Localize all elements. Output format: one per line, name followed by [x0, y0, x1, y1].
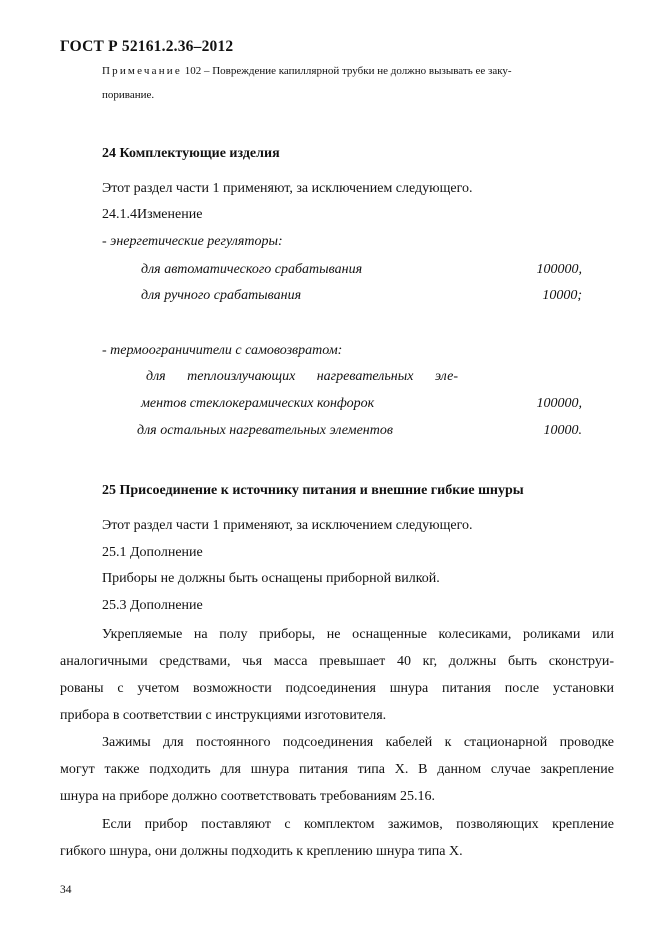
section-25-intro: Этот раздел части 1 применяют, за исключением следующего. — [102, 518, 473, 533]
section-25-heading: 25 Присоединение к источнику питания и внешние гибкие шнуры — [102, 483, 524, 498]
paragraph-1-line-2: аналогичными средствами, чья масса превышает 40 кг, должны быть сконструи- — [60, 654, 614, 669]
note-text: 102 – Повреждение капиллярной трубки не должно вызывать ее заку- — [181, 65, 512, 77]
page-number: 34 — [60, 884, 72, 896]
paragraph-2-line-1: Зажимы для постоянного подсоединения кабелей к стационарной проводке — [102, 735, 614, 750]
subsection-25-1: 25.1 Дополнение — [102, 545, 203, 560]
paragraph-3-line-1: Если прибор поставляют с комплектом зажимов, позволяющих крепление — [102, 817, 614, 832]
energy-regulators-label: - энергетические регуляторы: — [102, 234, 283, 249]
auto-trip-value: 100000, — [536, 262, 582, 277]
auto-trip-label: для автоматического срабатывания — [141, 262, 363, 277]
paragraph-1-line-3: рованы с учетом возможности подсоединения шнура питания после установки — [60, 681, 614, 696]
subsection-24-1-4: 24.1.4Изменение — [102, 207, 203, 222]
radiant-elements-value: 100000, — [536, 396, 582, 411]
manual-trip-value: 10000; — [542, 288, 582, 303]
subsection-25-3: 25.3 Дополнение — [102, 598, 203, 613]
manual-trip-label: для ручного срабатывания — [141, 288, 302, 303]
radiant-elements-line-1: для теплоизлучающих нагревательных эле- — [146, 369, 458, 384]
note-label: Примечание — [102, 65, 182, 77]
other-elements-label: для остальных нагревательных элементов — [137, 423, 393, 438]
radiant-elements-line-2: ментов стеклокерамических конфорок — [141, 396, 375, 411]
subsection-25-1-text: Приборы не должны быть оснащены приборной вилкой. — [102, 571, 440, 586]
note-line-2: поривание. — [102, 89, 155, 101]
paragraph-3-line-2: гибкого шнура, они должны подходить к креплению шнура типа X. — [60, 844, 463, 859]
section-24-intro: Этот раздел части 1 применяют, за исключением следующего. — [102, 181, 473, 196]
paragraph-2-line-3: шнура на приборе должно соответствовать требованиям 25.16. — [60, 789, 435, 804]
document-code: ГОСТ Р 52161.2.36–2012 — [60, 38, 234, 55]
other-elements-value: 10000. — [543, 423, 582, 438]
note-line-1 — [102, 65, 614, 77]
paragraph-1-line-4: прибора в соответствии с инструкциями изготовителя. — [60, 708, 387, 723]
self-resetting-limiters-label: - термоограничители с самовозвратом: — [102, 343, 343, 358]
paragraph-2-line-2: могут также подходить для шнура питания типа X. В данном случае закрепление — [60, 762, 614, 777]
section-24-heading: 24 Комплектующие изделия — [102, 146, 280, 161]
paragraph-1-line-1: Укрепляемые на полу приборы, не оснащенные колесиками, роликами или — [102, 627, 614, 642]
